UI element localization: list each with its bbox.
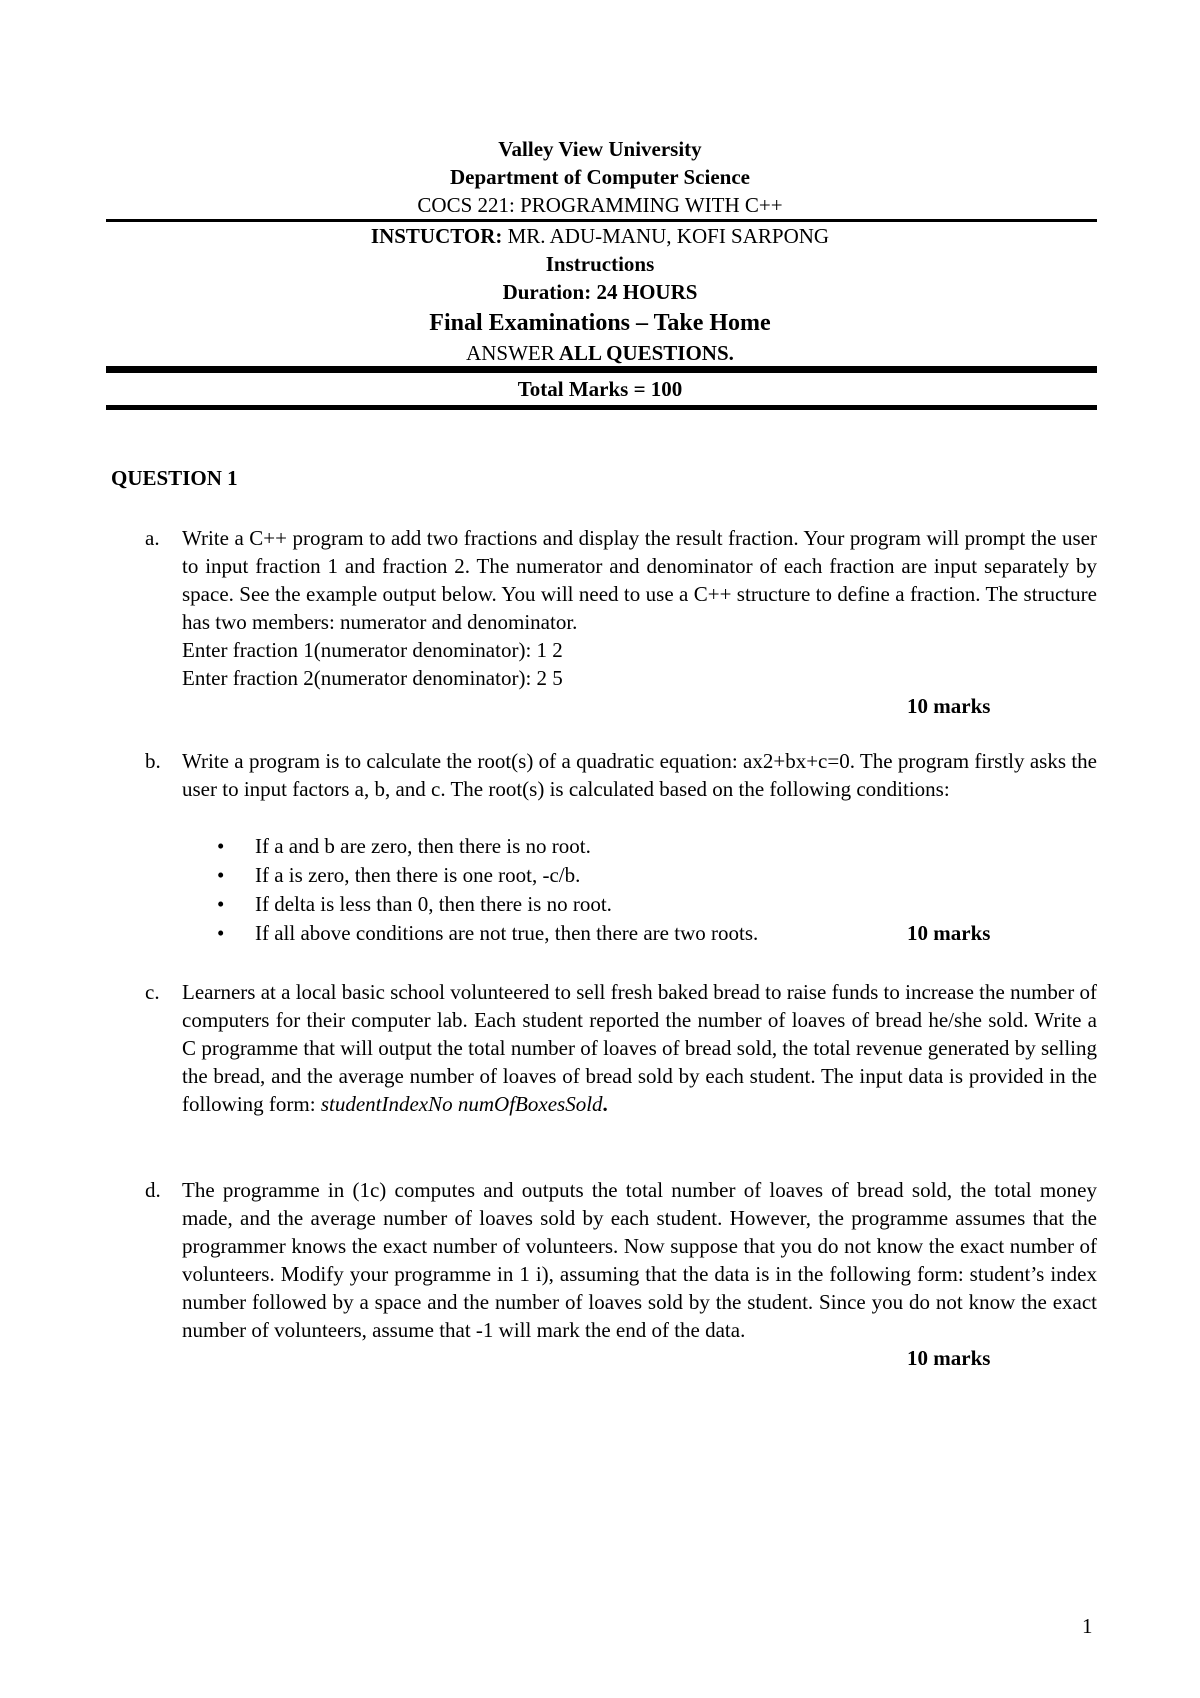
example-output-line-1: Enter fraction 1(numerator denominator): 1 2 [182, 638, 563, 662]
bullet-icon: • [217, 863, 225, 887]
question-1a [145, 524, 1097, 724]
condition-text: If all above conditions are not true, then there are two roots. [255, 921, 759, 945]
instructor-label: INSTUCTOR: [370, 224, 503, 248]
example-output-line-2: Enter fraction 2(numerator denominator): 2 5 [182, 666, 563, 690]
department-name: Department of Computer Science [450, 165, 750, 189]
question-1b-letter: b. [145, 749, 161, 773]
answer-instruction [0, 340, 1200, 366]
input-form-format: studentIndexNo numOfBoxesSold [320, 1092, 603, 1116]
course-title: COCS 221: PROGRAMMING WITH C++ [417, 193, 783, 217]
question-1c-body [182, 978, 1097, 1118]
question-1a-body [182, 524, 1097, 692]
question-1c [145, 978, 1097, 1158]
university-name: Valley View University [498, 137, 702, 161]
question-1b [145, 747, 1097, 947]
question-1b-text: Write a program is to calculate the root(s) of a quadratic equation: ax2+bx+c=0. The program firstly asks the user to input factors a, b, and c. The root(s) is calculated based on the following conditions: [182, 749, 1097, 801]
question-1a-marks: 10 marks [907, 694, 991, 718]
question-1c-letter: c. [145, 980, 160, 1004]
condition-text: If delta is less than 0, then there is no root. [255, 892, 612, 916]
question-1-title: QUESTION 1 [111, 466, 238, 490]
condition-item [217, 861, 1077, 890]
exam-title: Final Examinations – Take Home [429, 310, 771, 336]
question-1a-letter: a. [145, 526, 160, 550]
question-1c-text: Learners at a local basic school volunteered to sell fresh baked bread to raise funds to increase the number of computers for their computer lab. Each student reported the number of loaves of bread he/she sold. Write a C programme that will output the total number of loaves of bread sold, the total revenue generated by selling the bread, and the average number of loaves of bread sold by each student. The input data is provided in the following form: [182, 980, 1097, 1116]
bullet-icon: • [217, 834, 225, 858]
question-1a-text: Write a C++ program to add two fractions and display the result fraction. Your program will prompt the user to input fraction 1 and fraction 2. The numerator and denominator of each fraction are input separately by space. See the example output below. You will need to use a C++ structure to define a fraction. The structure has two members: numerator and denominator. [182, 526, 1097, 634]
header-rule-thick [106, 366, 1097, 373]
page-number: 1 [1082, 1614, 1093, 1638]
condition-item [217, 890, 1077, 919]
bullet-icon: • [217, 892, 225, 916]
answer-rest: ALL QUESTIONS. [554, 341, 734, 365]
answer-prefix: ANSWER [466, 341, 555, 365]
question-1d-letter: d. [145, 1178, 161, 1202]
question-1d [145, 1176, 1097, 1376]
question-1d-marks: 10 marks [907, 1346, 991, 1370]
header-rule-top [106, 219, 1097, 222]
total-marks: Total Marks = 100 [517, 377, 683, 401]
instructor-line [0, 223, 1200, 249]
bullet-icon: • [217, 921, 225, 945]
question-1b-marks: 10 marks [907, 921, 991, 945]
condition-item [217, 832, 1077, 861]
header-rule-bottom [106, 405, 1097, 410]
condition-text: If a is zero, then there is one root, -c/b. [255, 863, 581, 887]
question-1d-text: The programme in (1c) computes and outputs the total number of loaves of bread sold, the total money made, and the average number of loaves sold by each student. However, the programme assumes that the programmer knows the exact number of volunteers. Now suppose that you do not know the exact number of volunteers. Modify your programme in 1 i), assuming that the data is in the following form: student’s index number followed by a space and the number of loaves sold by the student. Since you do not know the exact number of volunteers, assume that -1 will mark the end of the data. [182, 1178, 1097, 1342]
duration: Duration: 24 HOURS [502, 280, 698, 304]
instructions-heading: Instructions [545, 252, 655, 276]
condition-text: If a and b are zero, then there is no root. [255, 834, 591, 858]
instructor-name: MR. ADU-MANU, KOFI SARPONG [502, 224, 830, 248]
input-form-period: . [602, 1092, 608, 1116]
